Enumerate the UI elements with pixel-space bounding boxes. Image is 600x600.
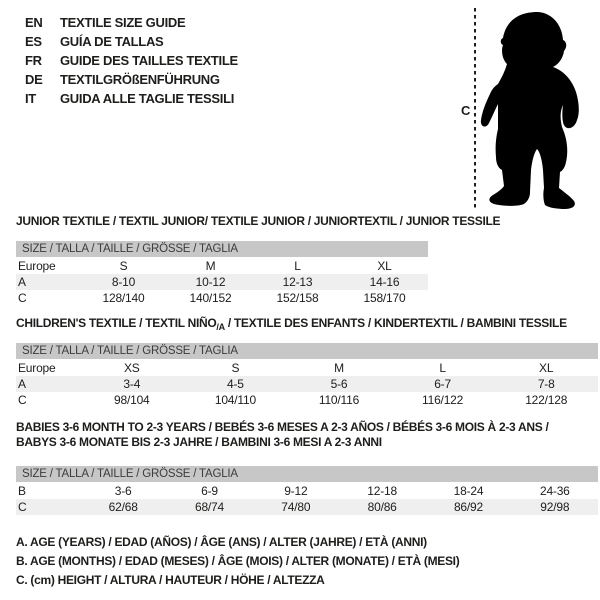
height-cell: 128/140 (102, 291, 145, 305)
row-label: A (18, 275, 26, 289)
age-cell: 18-24 (453, 484, 484, 498)
guide-title: GUIDA ALLE TAGLIE TESSILI (60, 91, 235, 106)
size-cell: XL (377, 259, 392, 273)
table-row (16, 360, 598, 376)
row-label: C (18, 500, 27, 514)
baby-silhouette-illustration (450, 0, 600, 220)
footnote-legend (16, 533, 459, 590)
size-header-bar: SIZE / TALLA / TAILLE / GRÖSSE / TAGLIA (16, 343, 598, 359)
row-label: Europe (18, 259, 56, 273)
size-header-bar: SIZE / TALLA / TAILLE / GRÖSSE / TAGLIA (16, 241, 428, 257)
age-cell: 10-12 (195, 275, 226, 289)
language-code: EN (25, 15, 43, 30)
age-cell: 3-6 (114, 484, 132, 498)
junior-size-table (16, 241, 428, 306)
language-row (25, 51, 238, 70)
table-row (16, 376, 598, 392)
size-cell: L (294, 259, 301, 273)
junior-table-title: JUNIOR TEXTILE / TEXTIL JUNIOR/ TEXTILE JUNIOR / JUNIORTEXTIL / JUNIOR TESSILE (16, 214, 501, 228)
height-cell: 68/74 (194, 500, 224, 514)
height-cell: 104/110 (214, 393, 256, 407)
children-size-table (16, 343, 598, 408)
size-cell: XS (123, 361, 140, 375)
height-cell: 158/170 (363, 291, 406, 305)
babies-title-line2: BABYS 3-6 MONATE BIS 2-3 JAHRE / BAMBINI 3-6 MESI A 2-3 ANNI (16, 435, 382, 449)
size-cell: S (119, 259, 128, 273)
babies-title-line1: BABIES 3-6 MONTH TO 2-3 YEARS / BEBÉS 3-6 MESES A 2-3 AÑOS / BÉBÉS 3-6 MOIS À 2-3 ANS / (16, 420, 549, 434)
table-row (16, 392, 598, 408)
babies-table-title (16, 420, 548, 450)
size-header-bar: SIZE / TALLA / TAILLE / GRÖSSE / TAGLIA (16, 466, 598, 482)
age-cell: 12-18 (367, 484, 397, 498)
guide-title: GUIDE DES TAILLES TEXTILE (60, 53, 238, 68)
height-cell: 86/92 (453, 500, 483, 514)
legend-line-c: C. (cm) HEIGHT / ALTURA / HAUTEUR / HÖHE / ALTEZZA (16, 573, 325, 587)
age-cell: 24-36 (539, 484, 570, 498)
row-label: A (18, 377, 26, 391)
height-cell: 80/86 (367, 500, 397, 514)
table-row (16, 499, 598, 515)
height-cell: 62/68 (108, 500, 138, 514)
language-row (25, 32, 238, 51)
language-code: FR (25, 53, 42, 68)
table-row (16, 290, 428, 306)
language-row (25, 89, 238, 108)
size-cell: M (205, 259, 216, 273)
children-title-subscript: /A (216, 322, 225, 332)
children-title-post: / TEXTILE DES ENFANTS / KINDERTEXTIL / BAMBINI TESSILE (224, 316, 567, 330)
height-cell: 98/104 (114, 393, 150, 407)
guide-title: GUÍA DE TALLAS (60, 34, 164, 49)
height-cell: 74/80 (281, 500, 311, 514)
height-cell: 152/158 (276, 291, 319, 305)
children-title-pre: CHILDREN'S TEXTILE / TEXTIL NIÑO (16, 316, 217, 330)
age-cell: 8-10 (111, 275, 136, 289)
table-row (16, 483, 598, 499)
age-cell: 4-5 (227, 377, 244, 391)
height-label: C (461, 103, 471, 118)
language-code: DE (25, 72, 43, 87)
legend-line-a: A. AGE (YEARS) / EDAD (AÑOS) / ÂGE (ANS) / ALTER (JAHRE) / ETÀ (ANNI) (16, 535, 427, 549)
legend-line-b: B. AGE (MONTHS) / EDAD (MESES) / ÂGE (MOIS) / ALTER (MONATE) / ETÀ (MESI) (16, 554, 460, 568)
size-cell: L (439, 361, 446, 375)
language-row (25, 13, 238, 32)
height-cell: 122/128 (525, 393, 568, 407)
guide-title: TEXTILE SIZE GUIDE (60, 15, 186, 30)
language-title-list (25, 13, 238, 108)
age-cell: 12-13 (282, 275, 313, 289)
table-row (16, 274, 428, 290)
height-cell: 116/122 (422, 393, 464, 407)
age-cell: 7-8 (537, 377, 555, 391)
height-cell: 140/152 (189, 291, 232, 305)
guide-title: TEXTILGRÖßENFÜHRUNG (60, 72, 220, 87)
size-cell: M (334, 361, 344, 375)
row-label: B (18, 484, 26, 498)
baby-height-figure (450, 0, 600, 220)
size-cell: XL (539, 361, 554, 375)
age-cell: 5-6 (330, 377, 348, 391)
table-row (16, 258, 428, 274)
language-row (25, 70, 238, 89)
language-code: IT (25, 91, 36, 106)
height-cell: 92/98 (540, 500, 570, 514)
row-label: Europe (18, 361, 56, 375)
height-cell: 110/116 (318, 393, 360, 407)
size-cell: S (231, 361, 240, 375)
age-cell: 3-4 (123, 377, 141, 391)
row-label: C (18, 393, 27, 407)
children-table-title (16, 316, 567, 335)
age-cell: 6-9 (201, 484, 218, 498)
age-cell: 14-16 (369, 275, 400, 289)
baby-silhouette (481, 12, 579, 209)
row-label: C (18, 291, 27, 305)
age-cell: 9-12 (284, 484, 308, 498)
language-code: ES (25, 34, 42, 49)
babies-size-table (16, 466, 598, 515)
age-cell: 6-7 (434, 377, 451, 391)
